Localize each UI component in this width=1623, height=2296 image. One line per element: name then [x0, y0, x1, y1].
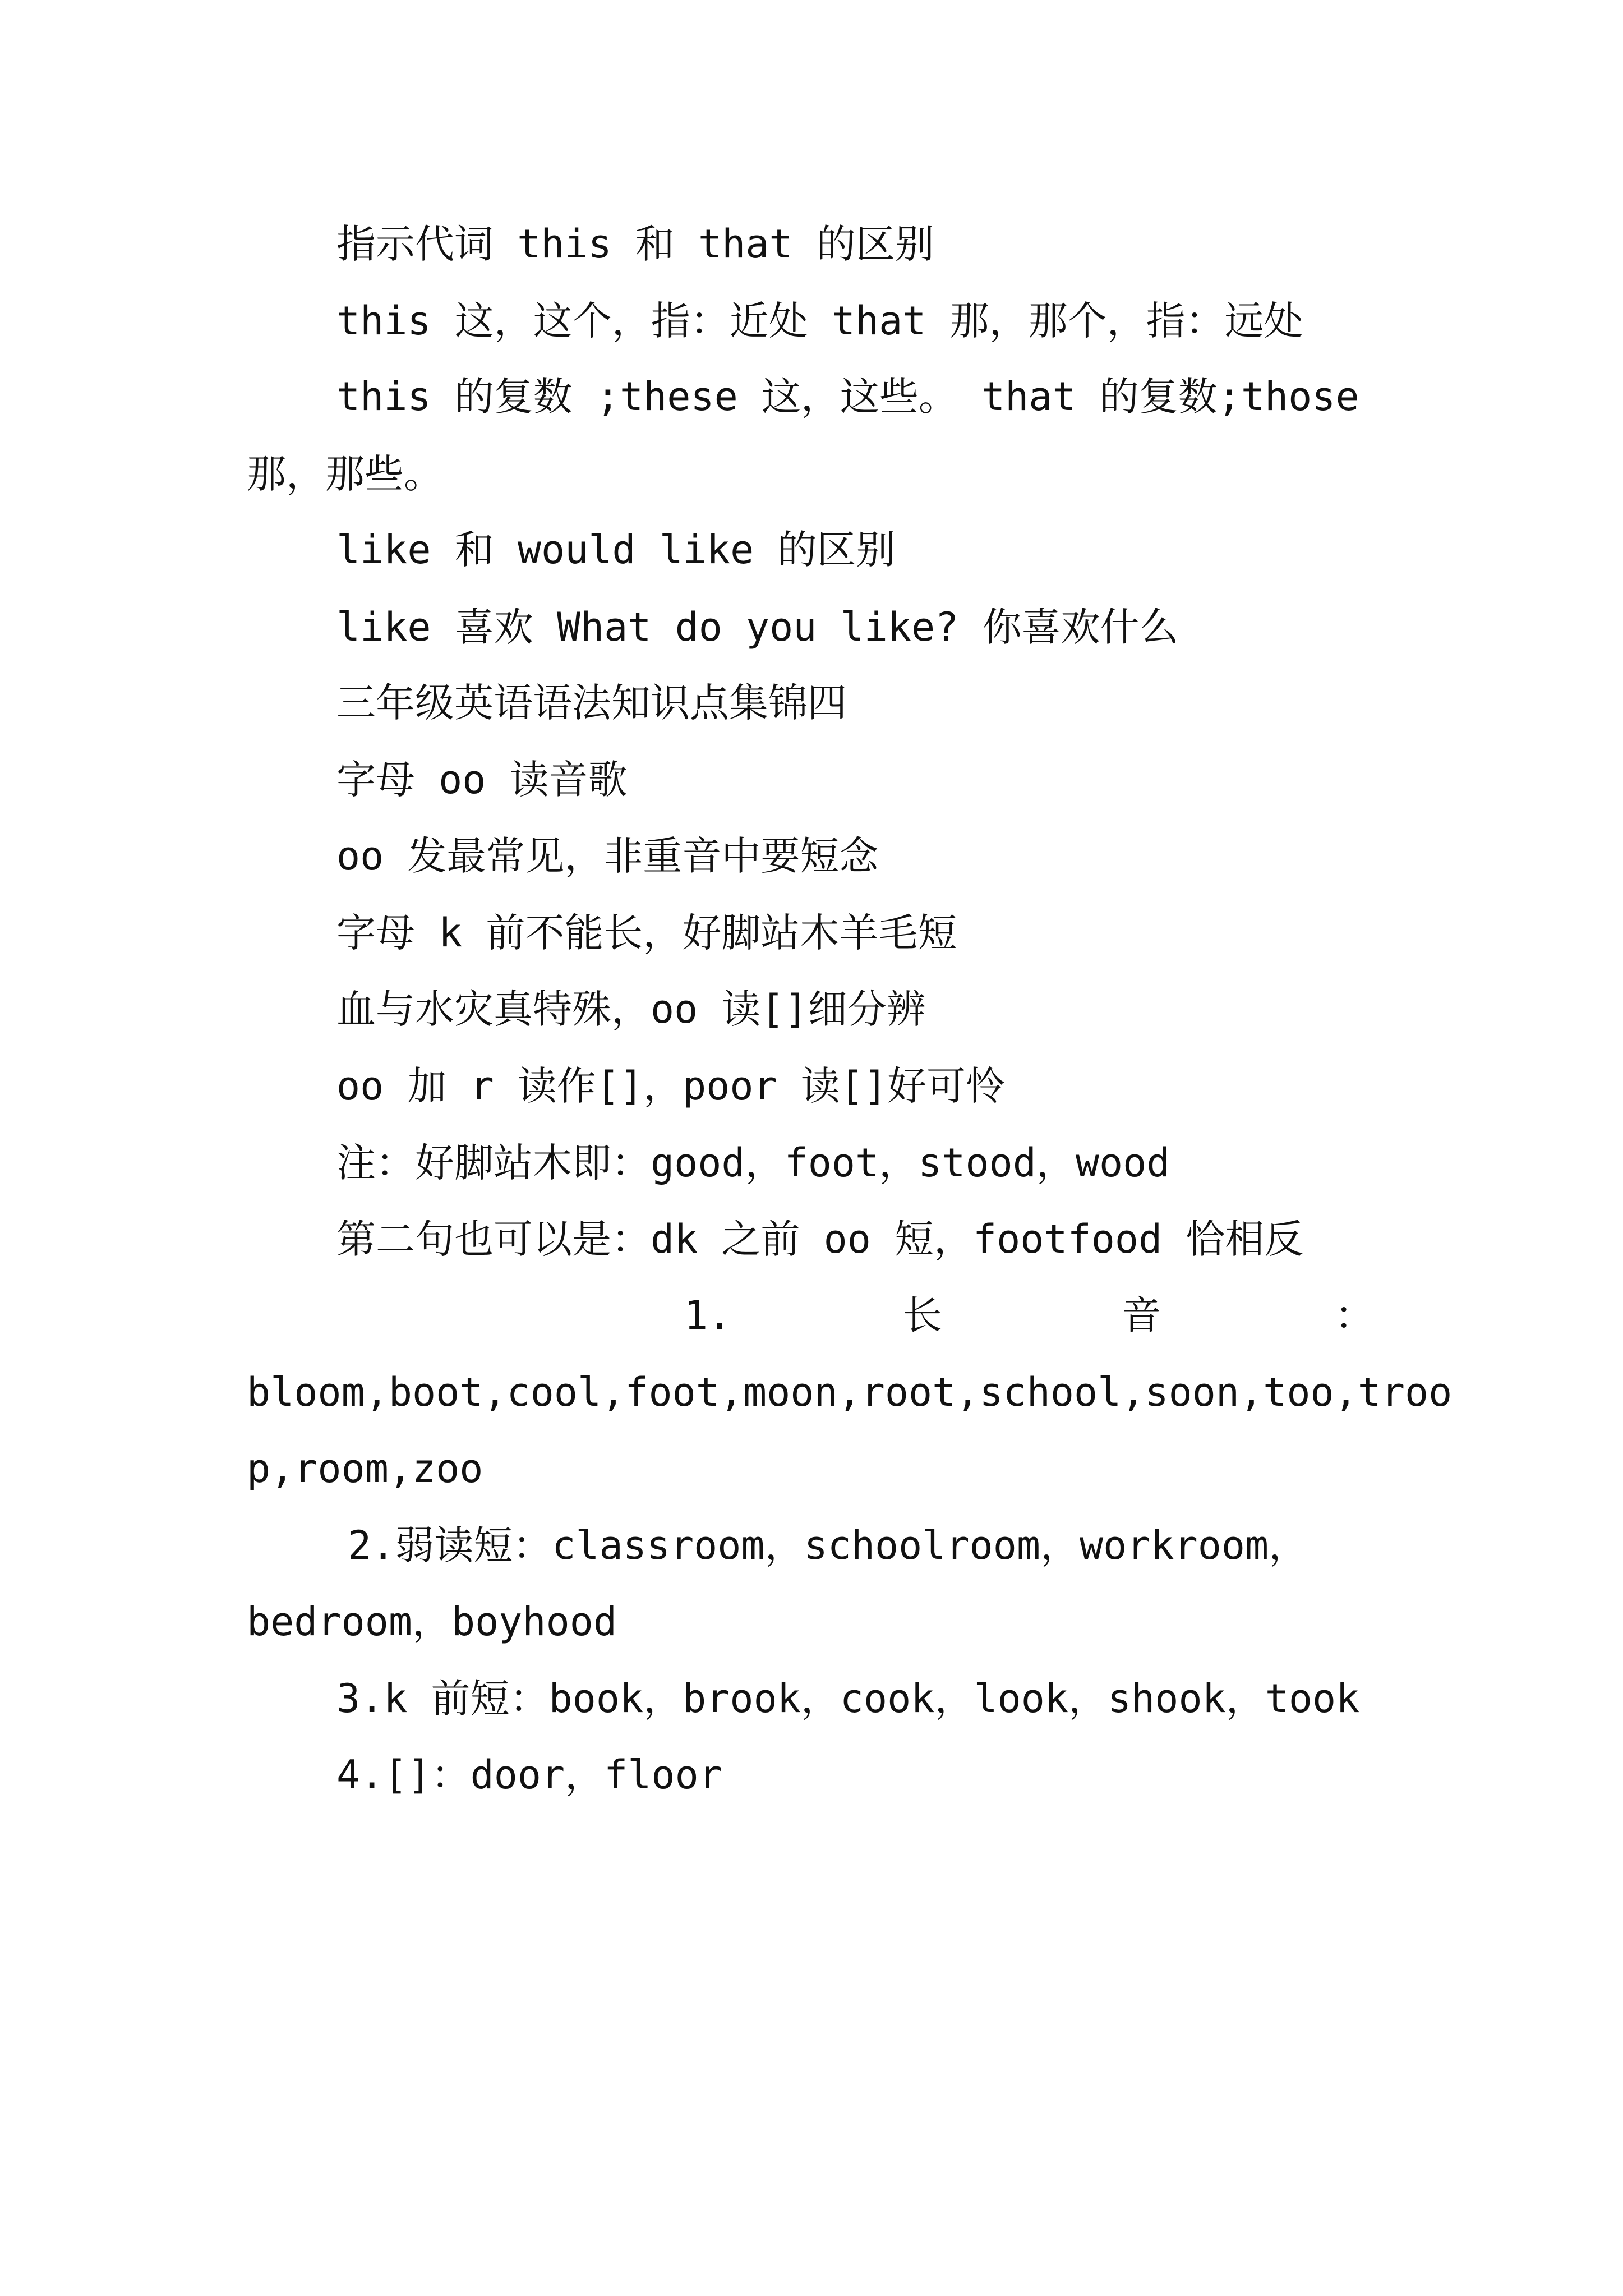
text-line: this 这，这个，指：近处 that 那，那个，指：远处 [336, 298, 1303, 344]
text-line: 那，那些。 [247, 451, 443, 497]
text-line: like 喜欢 What do you like? 你喜欢什么 [336, 604, 1179, 650]
heading-this-that: 指示代词 this 和 that 的区别 [336, 221, 934, 267]
word-list: bloom,boot,cool,foot,moon,root,school,soon,too,troo [247, 1369, 1453, 1415]
section-title: 三年级英语语法知识点集锦四 [336, 680, 847, 726]
text-line: 注：好脚站木即：good，foot，stood，wood [336, 1140, 1170, 1186]
item-number: 1. [684, 1292, 732, 1338]
list-item-4: 4.[]：door，floor [336, 1752, 722, 1798]
text-line: 字母 k 前不能长，好脚站木羊毛短 [336, 910, 957, 956]
text-line: 第二句也可以是：dk 之前 oo 短，footfood 恰相反 [336, 1216, 1304, 1262]
item-label-char: 音 [1122, 1292, 1161, 1338]
item-label-char: 长 [903, 1292, 942, 1338]
list-item-2: 2.弱读短：classroom，schoolroom，workroom， [348, 1522, 1308, 1568]
text-line: this 的复数 ;these 这，这些。 that 的复数;those [336, 374, 1359, 420]
item-colon: ： [1335, 1292, 1374, 1338]
text-line: oo 发最常见，非重音中要短念 [336, 833, 879, 879]
text-line: oo 加 r 读作[]，poor 读[]好可怜 [336, 1063, 1006, 1109]
heading-like-would-like: like 和 would like 的区别 [336, 527, 896, 573]
text-line: 血与水灾真特殊，oo 读[]细分辨 [336, 986, 926, 1032]
list-item-3: 3.k 前短：book，brook，cook，look，shook，took [336, 1676, 1360, 1722]
word-list: bedroom，boyhood [247, 1599, 617, 1645]
word-list: p,room,zoo [247, 1446, 483, 1492]
text-line: 字母 oo 读音歌 [336, 757, 628, 803]
